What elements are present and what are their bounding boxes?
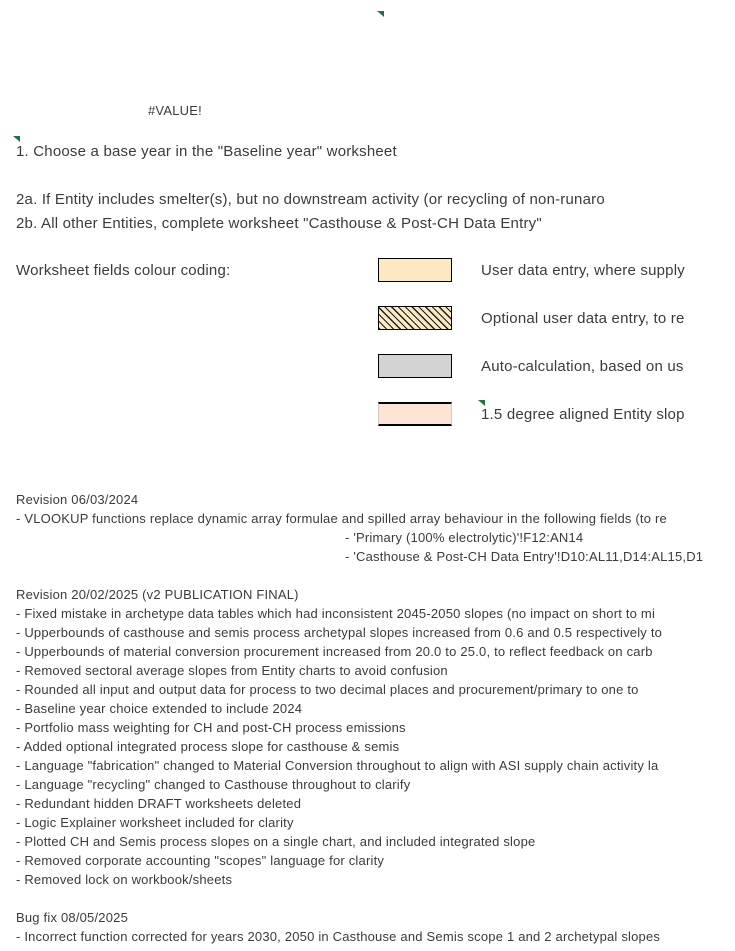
legend-swatch-user-entry	[378, 258, 452, 282]
revision-notes	[16, 490, 703, 946]
revision-line: - 'Casthouse & Post-CH Data Entry'!D10:AL11,D14:AL15,D1	[345, 549, 704, 564]
legend-label-auto-calculation: Auto-calculation, based on us	[481, 358, 684, 375]
legend-swatch-aligned-slope	[378, 402, 452, 426]
revision-line: - VLOOKUP functions replace dynamic array formulae and spilled array behaviour in the following fields (to re	[16, 511, 667, 526]
instruction-line-2a: 2a. If Entity includes smelter(s), but no downstream activity (or recycling of non-runaro	[16, 191, 605, 208]
revision-line: - 'Primary (100% electrolytic)'!F12:AN14	[345, 530, 584, 545]
cell-marker-icon	[13, 136, 20, 142]
instruction-line-2b: 2b. All other Entities, complete worksheet "Casthouse & Post-CH Data Entry"	[16, 215, 542, 232]
legend-title: Worksheet fields colour coding:	[16, 262, 231, 279]
revision-line: - Baseline year choice extended to include 2024	[16, 701, 303, 716]
legend-label-user-entry: User data entry, where supply	[481, 262, 685, 279]
revision-line: - Removed lock on workbook/sheets	[16, 872, 233, 887]
cell-marker-icon	[377, 11, 384, 17]
legend-label-aligned-slope: 1.5 degree aligned Entity slop	[481, 406, 685, 423]
revision-line: - Language "fabrication" changed to Material Conversion throughout to align with ASI supply chain activity la	[16, 758, 659, 773]
revision-section	[16, 908, 703, 946]
revision-section	[16, 490, 703, 566]
revision-heading: Bug fix 08/05/2025	[16, 910, 129, 925]
revision-line: - Added optional integrated process slope for casthouse & semis	[16, 739, 400, 754]
revision-line: - Rounded all input and output data for process to two decimal places and procurement/primary to one to	[16, 682, 639, 697]
legend-swatch-auto-calculation	[378, 354, 452, 378]
legend-label-optional-entry: Optional user data entry, to re	[481, 310, 685, 327]
legend-swatch-optional-entry	[378, 306, 452, 330]
revision-line: - Upperbounds of casthouse and semis process archetypal slopes increased from 0.6 and 0.5 respectively to	[16, 625, 663, 640]
revision-section	[16, 585, 703, 889]
cell-error-value: #VALUE!	[148, 103, 202, 118]
revision-line: - Logic Explainer worksheet included for clarity	[16, 815, 294, 830]
revision-line: - Removed corporate accounting "scopes" language for clarity	[16, 853, 385, 868]
revision-line: - Portfolio mass weighting for CH and post-CH process emissions	[16, 720, 406, 735]
revision-line: - Fixed mistake in archetype data tables which had inconsistent 2045-2050 slopes (no impact on short to mi	[16, 606, 656, 621]
revision-line: - Removed sectoral average slopes from Entity charts to avoid confusion	[16, 663, 448, 678]
instruction-line-1: 1. Choose a base year in the "Baseline year" worksheet	[16, 143, 397, 160]
revision-heading: Revision 06/03/2024	[16, 492, 139, 507]
revision-line: - Plotted CH and Semis process slopes on a single chart, and included integrated slope	[16, 834, 536, 849]
revision-line: - Upperbounds of material conversion procurement increased from 20.0 to 25.0, to reflect feedback on carb	[16, 644, 653, 659]
revision-heading: Revision 20/02/2025 (v2 PUBLICATION FINAL)	[16, 587, 299, 602]
revision-line: - Incorrect function corrected for years 2030, 2050 in Casthouse and Semis scope 1 and 2 archetypal slopes	[16, 929, 661, 944]
revision-line: - Redundant hidden DRAFT worksheets deleted	[16, 796, 302, 811]
revision-line: - Language "recycling" changed to Casthouse throughout to clarify	[16, 777, 411, 792]
